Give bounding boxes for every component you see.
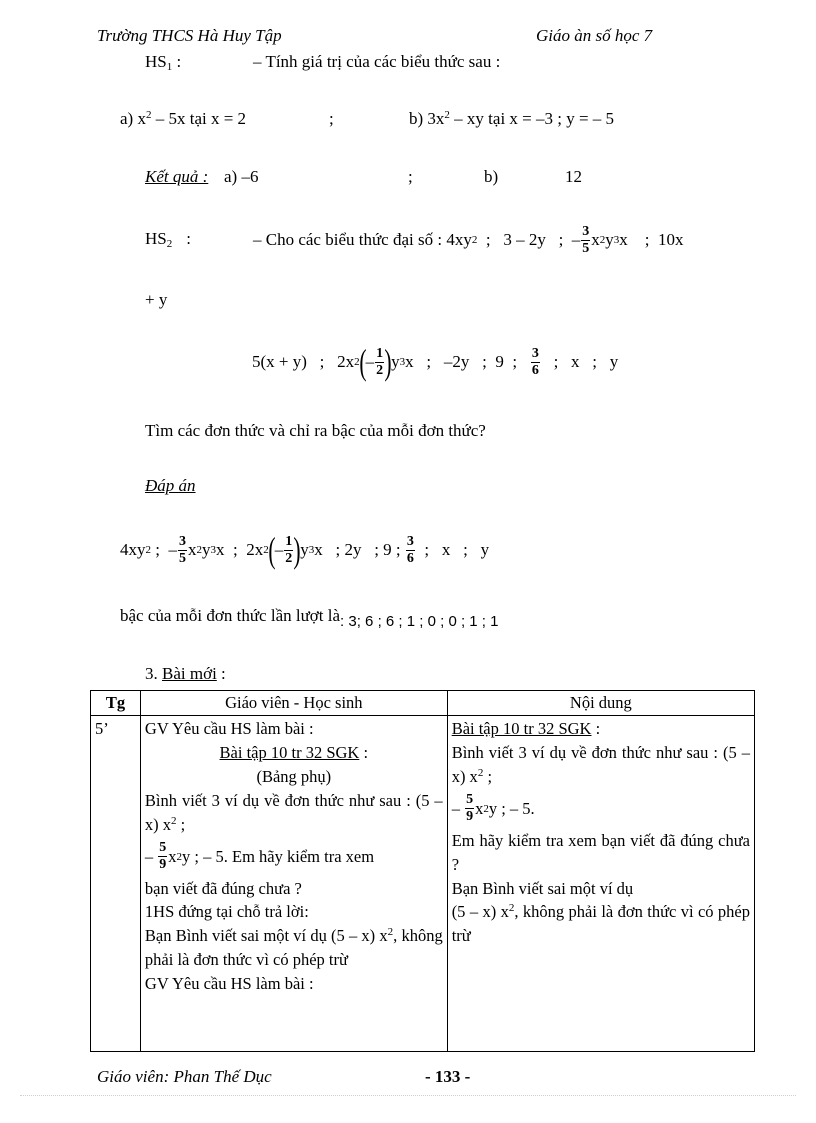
fraction-1-2-answer: $\frac{1}{2}$ — [285, 533, 293, 566]
hs2-label: $HS_2$ : — [145, 229, 191, 250]
answer-label: Đáp án — [145, 476, 196, 495]
header-teacher-student: Giáo viên - Học sinh — [140, 691, 447, 716]
teacher-line-9: GV Yêu cầu HS làm bài : — [144, 974, 314, 994]
footer-teacher: Giáo viên: Phan Thế Dục — [97, 1067, 272, 1086]
result-separator: ; — [408, 167, 413, 186]
hs1-task: – Tính giá trị của các biểu thức sau : — [253, 52, 501, 71]
header-school: Trường THCS Hà Huy Tập — [97, 26, 282, 45]
header-title: Giáo àn số học 7 — [536, 26, 653, 45]
fraction-3-6-answer: $\frac{3}{6}$ — [406, 533, 414, 566]
teacher-line-6: bạn viết đã đúng chưa ? — [144, 878, 302, 898]
content-exercise-title: Bài tập 10 tr 32 SGK : — [451, 718, 601, 738]
cell-time: 5’ — [91, 715, 141, 1051]
teacher-line-8: Bạn Bình viết sai một ví dụ (5 – x) $x^2$, không phải là đơn thức vì có phép trừ — [144, 926, 443, 970]
result-b-label: b) — [484, 167, 499, 186]
exercise-a-separator: ; — [329, 109, 334, 128]
question: Tìm các đơn thức và chỉ ra bậc của mỗi đơn thức? — [145, 421, 486, 440]
fraction-1-2: $\frac{1}{2}$ — [376, 345, 384, 378]
cell-content — [447, 715, 754, 1051]
teacher-line-1: GV Yêu cầu HS làm bài : — [144, 718, 314, 738]
footer-dotted-rule — [20, 1095, 796, 1096]
teacher-board-note: (Bảng phụ) — [256, 766, 332, 786]
expressions-line-2: 5(x + y) ; 2x 2 ( – $\frac{1}{2}$ ) y 3 x ; –2y ; 9 ; $\frac{3}{6}$ ; x ; y — [252, 342, 619, 382]
content-line-6: (5 – x) $x^2$, không phải là đơn thức vì có phép trừ — [451, 902, 750, 946]
result-b-value: 12 — [565, 167, 582, 186]
teacher-line-7: 1HS đứng tại chỗ trả lời: — [144, 902, 309, 922]
fraction-3-6: $\frac{3}{6}$ — [531, 345, 539, 378]
answer-monomials: 4xy 2 ; – $\frac{3}{5}$ x 2 y 3 x ; 2x 2 ( – $\frac{1}{2}$ ) y 3 x ; 2y ; 9 ; $\frac{3}{6}$ ; x ; y — [120, 530, 490, 570]
table-header-row — [91, 691, 755, 716]
page-number: - 133 - — [425, 1067, 471, 1086]
teacher-line-4: Bình viết 3 ví dụ về đơn thức như sau : (5 – x) $x^2$ ; — [144, 790, 443, 834]
result-label: Kết quả : — [145, 167, 209, 186]
section-title: 3. Bài mới : — [145, 664, 226, 683]
fraction-3-5: $\frac{3}{5}$ — [582, 223, 590, 256]
teacher-exercise-title: Bài tập 10 tr 32 SGK : — [219, 742, 369, 762]
hs1-label: $HS_1$ : — [145, 52, 182, 73]
table-row — [91, 715, 755, 1051]
content-line-2: Bình viết 3 ví dụ về đơn thức như sau : (5 – x) $x^2$ ; — [451, 742, 750, 786]
content-line-5: Bạn Bình viết sai một ví dụ — [451, 878, 634, 898]
exercise-a: a) $x^2 - 5x$ tại x = 2 — [120, 109, 247, 128]
content-line-3: – $\frac{5}{9}$ x 2 y ; – 5. — [451, 792, 535, 825]
result-a: a) –6 — [224, 167, 259, 186]
header-content: Nội dung — [447, 691, 754, 716]
cell-teacher — [140, 715, 447, 1051]
fraction-3-5-answer: $\frac{3}{5}$ — [178, 533, 186, 566]
lesson-table — [90, 690, 755, 1052]
degrees-line: bậc của mỗi đơn thức lần lượt là: 3; 6 ; 6 ; 1 ; 0 ; 0 ; 1 ; 1 — [120, 606, 499, 630]
teacher-line-5: – $\frac{5}{9}$ x 2 y ; – 5. Em hãy kiểm tra xem — [144, 840, 375, 873]
exercise-b: b) $3x^2$ – xy tại x = –3 ; y = – 5 — [409, 109, 615, 128]
hs2-wrap: + y — [145, 290, 168, 309]
header-tg: Tg — [91, 691, 141, 716]
content-line-4: Em hãy kiểm tra xem bạn viết đã đúng chưa ? — [451, 830, 750, 874]
hs2-expressions: – Cho các biểu thức đại số : 4xy 2 ; 3 – 2y ; – $\frac{3}{5}$ x 2 y 3 x ; 10x — [253, 223, 684, 256]
